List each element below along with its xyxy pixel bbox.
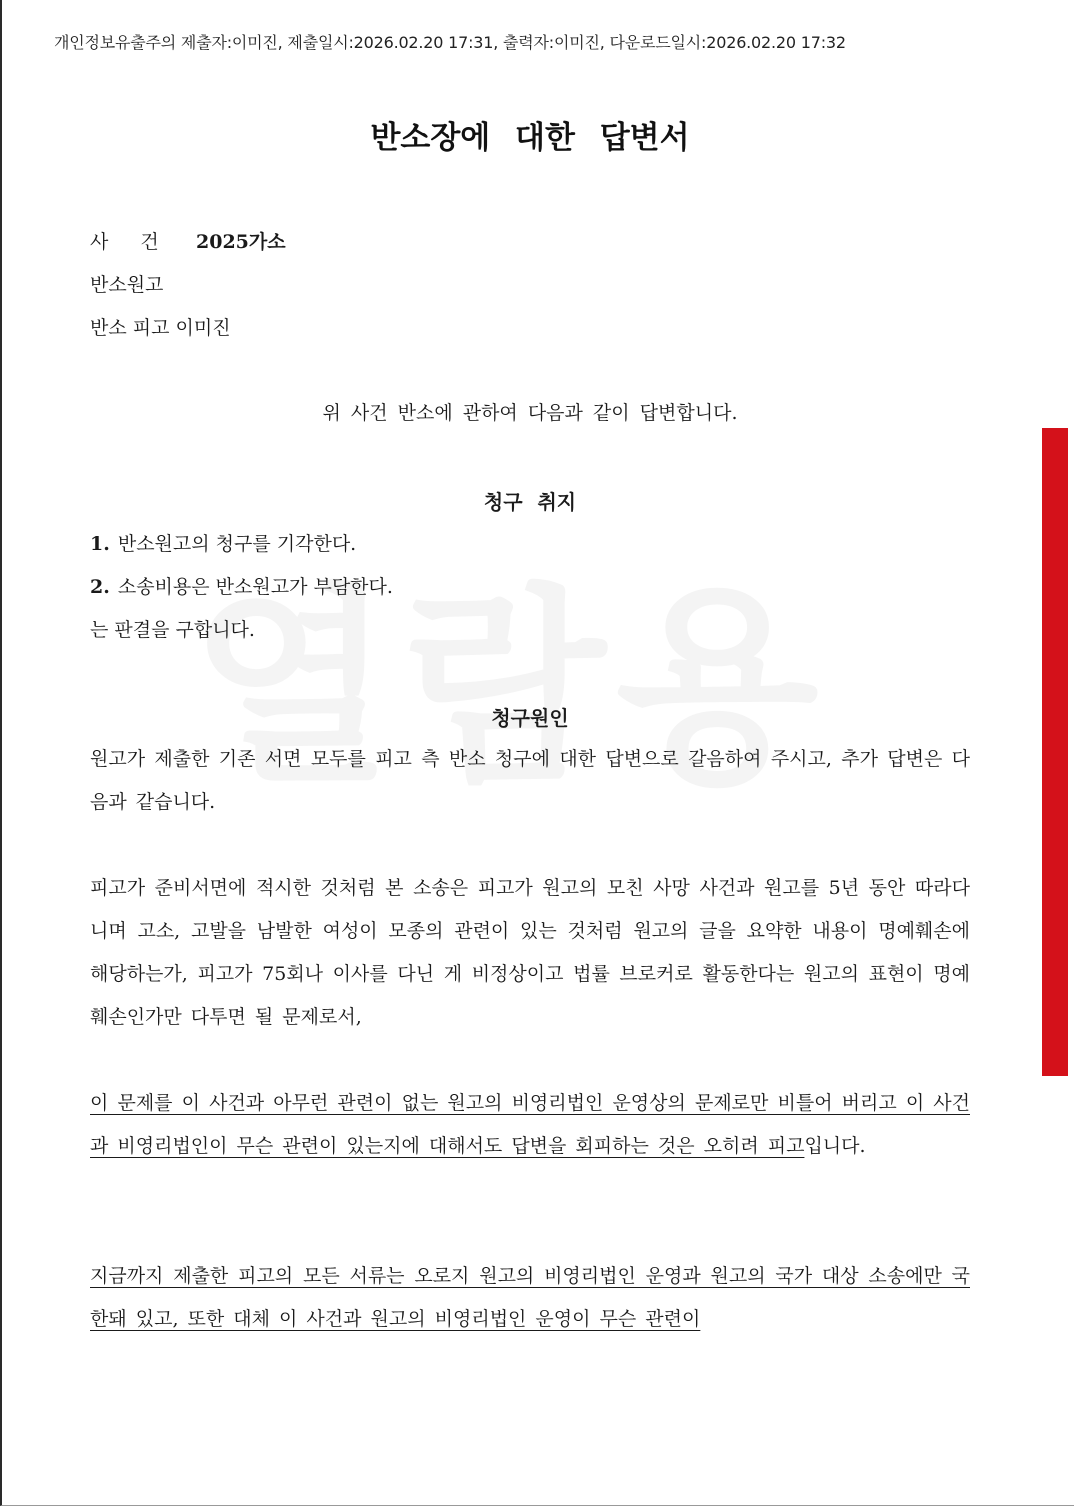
claim-cause-paragraph-2: 피고가 준비서면에 적시한 것처럼 본 소송은 피고가 원고의 모친 사망 사건과 원고를 5년 동안 따라다니며 고소, 고발을 남발한 여성이 모종의 관련이 있는 것처럼 원고의 글을 요약한 내용이 명예훼손에 해당하는가, 피고가 75회나 이사를 다닌 게 비정상이고 법률 브로커로 활동한다는 원고의 표현이 명예훼손인가만 다투면 될 문제로서, [90,877,970,1028]
claim-item-number: 2. [90,576,110,598]
document-title: 반소장에 대한 답변서 [370,120,690,156]
paragraph-tail: 입니다. [804,1135,866,1157]
underlined-text: 지금까지 제출한 피고의 모든 서류는 오로지 원고의 비영리법인 운영과 원고의 국가 대상 소송에만 국한돼 있고, 또한 대체 이 사건과 원고의 비영리법인 운영이 무슨 관련이 [90,1265,970,1330]
claim-cause-heading: 청구원인 [491,706,569,730]
claim-item-text: 반소원고의 청구를 기각한다. [117,533,357,555]
claim-cause-paragraph-3 [90,1082,970,1168]
claim-cause-paragraph-4 [90,1255,970,1341]
claim-item-number: 1. [90,533,110,555]
claim-item [90,528,393,571]
claim-purpose-list [90,528,393,657]
claim-closing: 는 판결을 구합니다. [90,619,255,641]
claim-item-text: 소송비용은 반소원고가 부담한다. [117,576,393,598]
intro-statement: 위 사건 반소에 관하여 다음과 같이 답변합니다. [322,402,738,424]
side-red-bar [1042,428,1068,1076]
redaction [286,233,406,253]
claim-purpose-heading: 청구 취지 [483,490,577,514]
privacy-header: 개인정보유출주의 제출자:이미진, 제출일시:2026.02.20 17:31, 출력자:이미진, 다운로드일시:2026.02.20 17:32 [54,33,846,52]
parties-block [90,225,406,354]
claim-cause-paragraph-1: 원고가 제출한 기존 서면 모두를 피고 측 반소 청구에 대한 답변으로 갈음하여 주시고, 추가 답변은 다음과 같습니다. [90,748,970,813]
claim-item [90,571,393,614]
case-label: 사건 [90,231,191,253]
case-row [90,225,406,268]
counter-defendant-name: 이미진 [175,317,231,339]
counter-defendant-row [90,311,406,354]
counter-plaintiff-row [90,268,406,311]
underlined-text: 이 문제를 이 사건과 아무런 관련이 없는 원고의 비영리법인 운영상의 문제로만 비틀어 버리고 이 사건과 비영리법인이 무슨 관련이 있는지에 대해서도 답변을 회피하는 것은 오히려 피고 [90,1092,970,1157]
counter-plaintiff-label: 반소원고 [90,274,164,296]
counter-defendant-label: 반소 피고 [90,317,170,339]
case-number: 2025가소 [196,231,286,253]
